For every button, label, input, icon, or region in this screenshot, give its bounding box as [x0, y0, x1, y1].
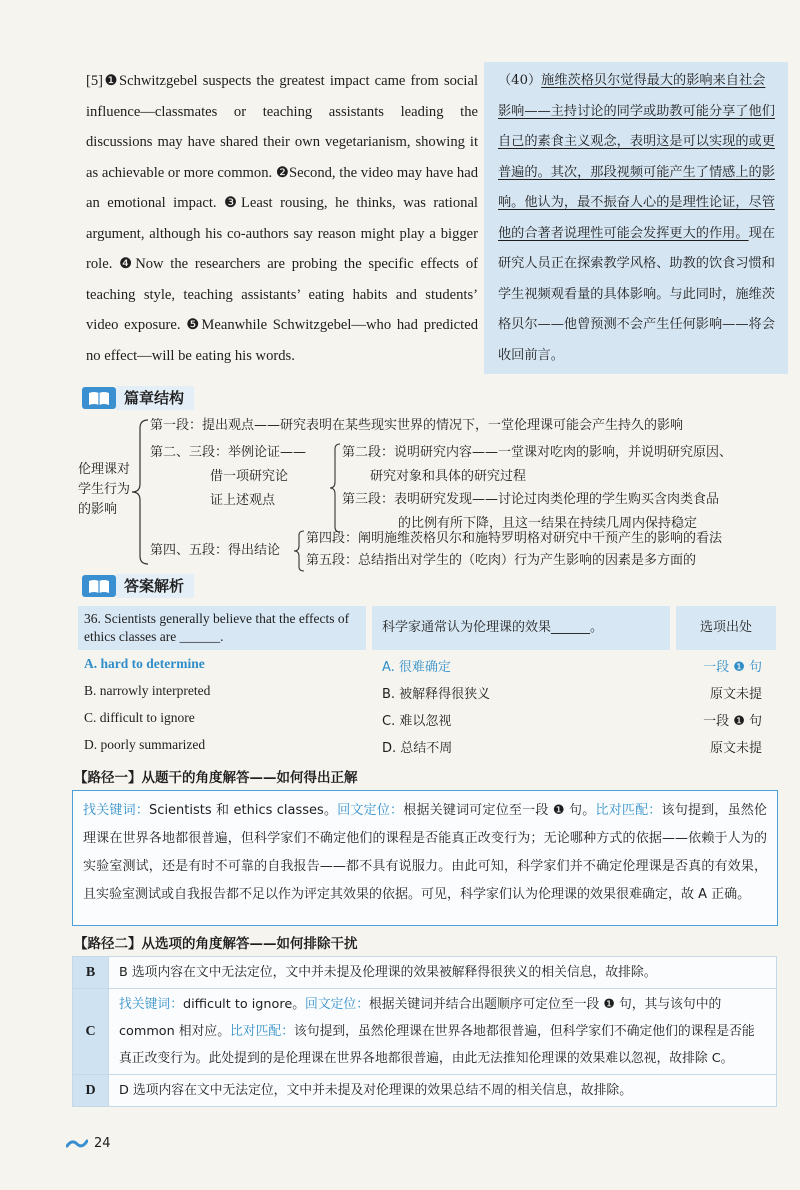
- source-header: 选项出处: [676, 606, 776, 650]
- option-row-b[interactable]: [84, 683, 776, 710]
- question-cn: 科学家通常认为伦理课的效果______。: [372, 606, 670, 650]
- option-row-c[interactable]: [84, 710, 776, 737]
- sentence-3: ❸Least rousing, he thinks, was rational argument, although his co-authors say reason might play a bigger role.: [86, 195, 478, 272]
- elim-letter-d: D: [73, 1075, 109, 1107]
- option-row-d[interactable]: [84, 737, 776, 764]
- structure-p45-label: 第四、五段：得出结论: [150, 543, 281, 558]
- option-b-src: 原文未提: [709, 687, 762, 702]
- sentence-2: ❷Second, the video may have had an emotional impact.: [86, 164, 478, 211]
- structure-title: 篇章结构: [116, 386, 194, 410]
- root-line-2: 学生行为: [78, 482, 131, 497]
- path1-cmp-text: 该句提到，虽然伦理课在世界各地都很普遍，但科学家们不确定他们的课程是否能真正改变行为；无论哪种方式的依据——依赖于人为的实验室测试，还是有时不可靠的自我报告——都不具有说服力。由此可知，科学家们并不确定伦理课是否真的有效果，且实验室测试或自我报告都不足以作为评定其效果的依据。可见，科学家们认为伦理课的效果很难确定，故 A 正确。: [83, 803, 767, 902]
- elim-c-kw-label: 找关键词：: [119, 997, 183, 1012]
- option-d-cn: D. 总结不周: [382, 741, 453, 756]
- path1-box: [72, 790, 778, 926]
- paragraph-label: [5]: [86, 73, 104, 89]
- page-footer: [66, 1136, 111, 1151]
- elim-row-b: [73, 957, 777, 989]
- option-d-src: 原文未提: [709, 741, 762, 756]
- structure-p23-label: [150, 441, 306, 513]
- elim-text-c: [109, 989, 777, 1075]
- option-c-en: C. difficult to ignore: [84, 710, 195, 725]
- answer-heading: [82, 574, 194, 598]
- options-list: [84, 656, 776, 764]
- path1-kw-text: Scientists 和 ethics classes。: [149, 803, 338, 818]
- elim-text-b: B 选项内容在文中无法定位，文中并未提及伦理课的效果被解释得很狭义的相关信息，故排除。: [109, 957, 777, 989]
- structure-p4: 第四段：阐明施维茨格贝尔和施特罗明格对研究中干预产生的影响的看法: [306, 531, 723, 546]
- p3-line-2: 的比例有所下降，且这一结果在持续几周内保持稳定: [398, 516, 698, 531]
- elim-row-c: [73, 989, 777, 1075]
- structure-p1: 第一段：提出观点——研究表明在某些现实世界的情况下，一堂伦理课可能会产生持久的影响: [150, 418, 684, 433]
- structure-p5: 第五段：总结指出对学生的（吃肉）行为产生影响的因素是多方面的: [306, 553, 697, 568]
- p23-line-3: 证上述观点: [210, 493, 276, 508]
- elim-text-d: D 选项内容在文中无法定位，文中并未提及对伦理课的效果总结不周的相关信息，故排除。: [109, 1075, 777, 1107]
- book-icon: [82, 575, 116, 597]
- p23-brace: [328, 442, 342, 534]
- structure-p2: [342, 441, 732, 489]
- sentence-4: ❹Now the researchers are probing the specific effects of teaching style, teaching assistants’ eating habits and students’ video exposure.: [86, 256, 478, 333]
- elim-c-kw-text: difficult to ignore。: [182, 997, 306, 1012]
- option-d-en: D. poorly summarized: [84, 737, 206, 752]
- path1-cmp-label: 比对匹配：: [595, 803, 662, 818]
- option-b-cn: B. 被解释得很狭义: [382, 687, 491, 702]
- sentence-1: ❶Schwitzgebel suspects the greatest impact came from social influence—classmates or teaching assistants leading the discussions may have shared their own vegetarianism, showing it as achievable or more common.: [86, 73, 478, 181]
- option-c-src: 一段 ❶ 句: [703, 714, 762, 729]
- path1-loc-label: 回文定位：: [337, 803, 404, 818]
- root-line-3: 的影响: [78, 502, 118, 517]
- path1-title: 【路径一】从题干的角度解答——如何得出正解: [74, 770, 358, 786]
- question-en-line-1: 36. Scientists generally believe that the effects of: [84, 611, 350, 626]
- wave-icon: [66, 1138, 88, 1150]
- elim-c-loc-label: 回文定位：: [305, 997, 369, 1012]
- p45-brace: [292, 529, 306, 573]
- elimination-table: [72, 956, 777, 1107]
- p2-line-1: 第二段：说明研究内容——一堂课对吃肉的影响，并说明研究原因、: [342, 445, 733, 460]
- structure-root: [78, 460, 130, 520]
- elim-c-cmp-label: 比对匹配：: [230, 1024, 294, 1039]
- path1-loc-text: 根据关键词可定位至一段 ❶ 句。: [403, 803, 596, 818]
- p3-line-1: 第三段：表明研究发现——讨论过肉类伦理的学生购买含肉类食品: [342, 492, 720, 507]
- elim-c-loc-text: 根据关键词并结合出题顺序可定位至一段 ❶ 句，其与该句中的 common 相对应。: [119, 997, 722, 1039]
- elim-c-cmp-text: 该句提到，虽然伦理课在世界各地都很普遍，但科学家们不确定他们的课程是否能真正改变行为。此处提到的是伦理课在世界各地都很普遍，由此无法推知伦理课的效果难以忽视，故排除 C。: [119, 1024, 755, 1066]
- option-a-en: A. hard to determine: [84, 656, 205, 671]
- book-icon: [82, 387, 116, 409]
- page-number: 24: [94, 1136, 111, 1151]
- translation-underlined: 施维茨格贝尔觉得最大的影响来自社会影响——主持讨论的同学或助教可能分享了他们自己的素食主义观念，表明这是可以实现的或更普遍的。其次，那段视频可能产生了情感上的影响。他认为，最不振奋人心的是理性论证，尽管他的合著者说理性可能会发挥更大的作用。: [498, 73, 775, 241]
- elim-letter-c: C: [73, 989, 109, 1075]
- structure-heading: [82, 386, 194, 410]
- translation-number: （40）: [498, 73, 542, 88]
- option-row-a[interactable]: [84, 656, 776, 683]
- elim-row-d: [73, 1075, 777, 1107]
- path2-title: 【路径二】从选项的角度解答——如何排除干扰: [74, 936, 358, 952]
- passage-paragraph: [86, 66, 478, 371]
- question-en: [78, 606, 366, 650]
- option-a-src: 一段 ❶ 句: [703, 660, 762, 675]
- sentence-5: ❺Meanwhile Schwitzgebel—who had predicted no effect—will be eating his words.: [86, 317, 478, 364]
- option-c-cn: C. 难以忽视: [382, 714, 452, 729]
- root-brace: [128, 418, 152, 566]
- elimination-table-wrap: [72, 956, 777, 1107]
- option-a-cn: A. 很难确定: [382, 660, 451, 675]
- question-en-line-2: ethics classes are ______.: [84, 629, 224, 644]
- p2-line-2: 研究对象和具体的研究过程: [370, 469, 527, 484]
- option-b-en: B. narrowly interpreted: [84, 683, 211, 698]
- p23-line-1: 第二、三段：举例论证——: [150, 445, 307, 460]
- translation-panel: [484, 62, 788, 374]
- translation-rest: 现在研究人员正在探索教学风格、助教的饮食习惯和学生视频观看量的具体影响。与此同时，施维茨格贝尔——他曾预测不会产生任何影响——将会收回前言。: [498, 225, 775, 363]
- answer-title: 答案解析: [116, 574, 194, 598]
- root-line-1: 伦理课对: [78, 462, 131, 477]
- elim-letter-b: B: [73, 957, 109, 989]
- p23-line-2: 借一项研究论: [210, 469, 289, 484]
- path1-kw-label: 找关键词：: [83, 803, 150, 818]
